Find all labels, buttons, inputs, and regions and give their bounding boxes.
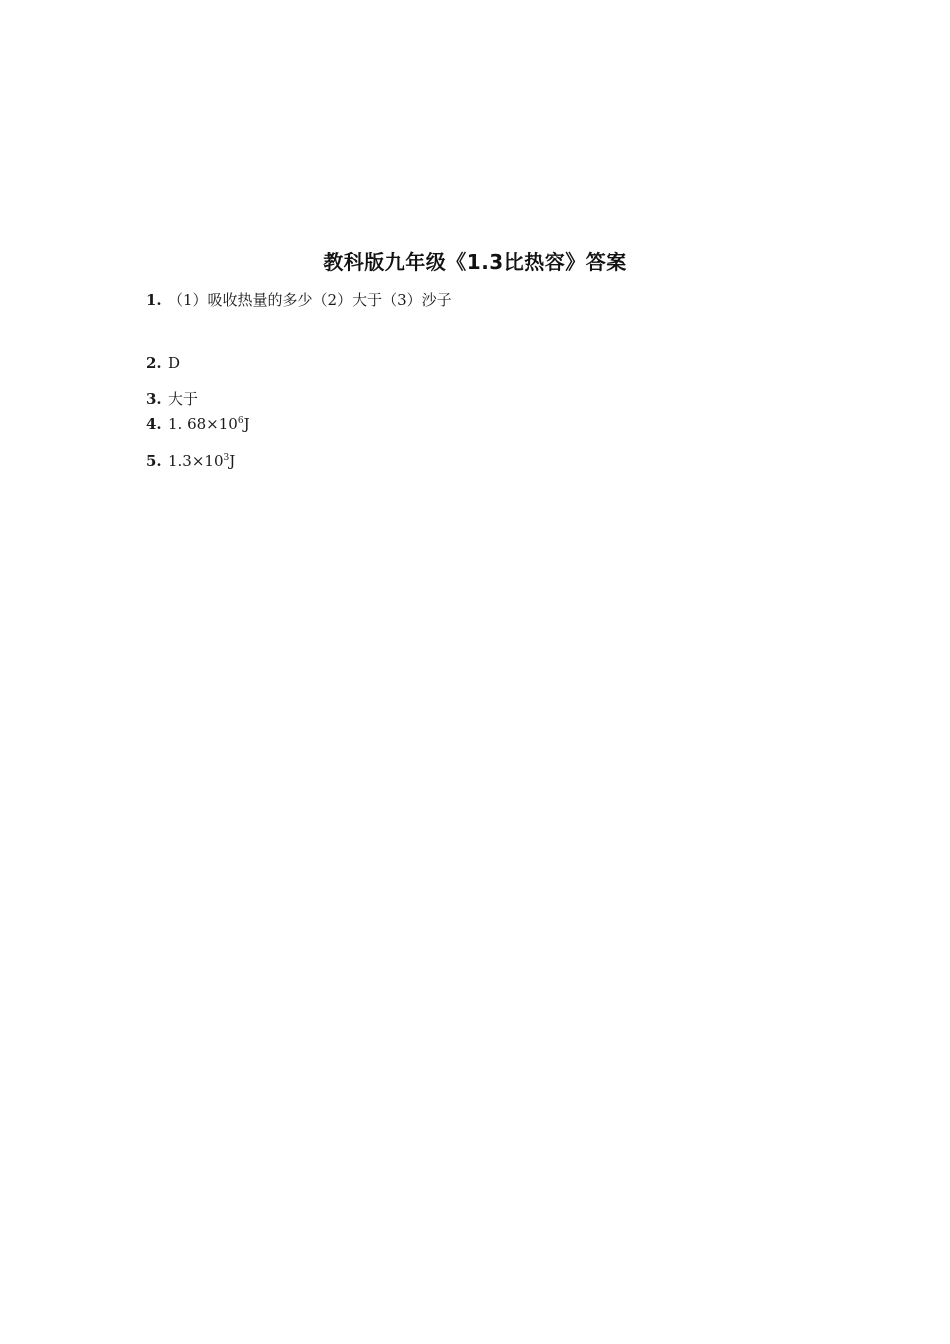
answer-exponent: 3	[223, 453, 230, 463]
answer-base: 1.3×10	[168, 452, 224, 470]
document-title: 教科版九年级《1.3比热容》答案	[323, 250, 627, 274]
answer-unit: J	[243, 415, 250, 433]
answer-3	[146, 389, 198, 409]
answer-1	[146, 290, 452, 310]
answer-5	[146, 451, 235, 471]
answer-base: 1. 68×10	[168, 415, 238, 433]
answer-number: 2.	[146, 354, 162, 372]
answer-number: 3.	[146, 390, 162, 408]
answer-text: （1）吸收热量的多少（2）大于（3）沙子	[168, 291, 452, 309]
answer-text: 大于	[168, 390, 199, 408]
answer-exponent: 6	[237, 416, 244, 426]
answer-number: 4.	[146, 415, 162, 433]
answer-number: 1.	[146, 291, 162, 309]
answer-unit: J	[229, 452, 236, 470]
answer-4	[146, 414, 250, 434]
answer-2	[146, 353, 180, 373]
answer-text: D	[168, 354, 181, 372]
answer-number: 5.	[146, 452, 162, 470]
